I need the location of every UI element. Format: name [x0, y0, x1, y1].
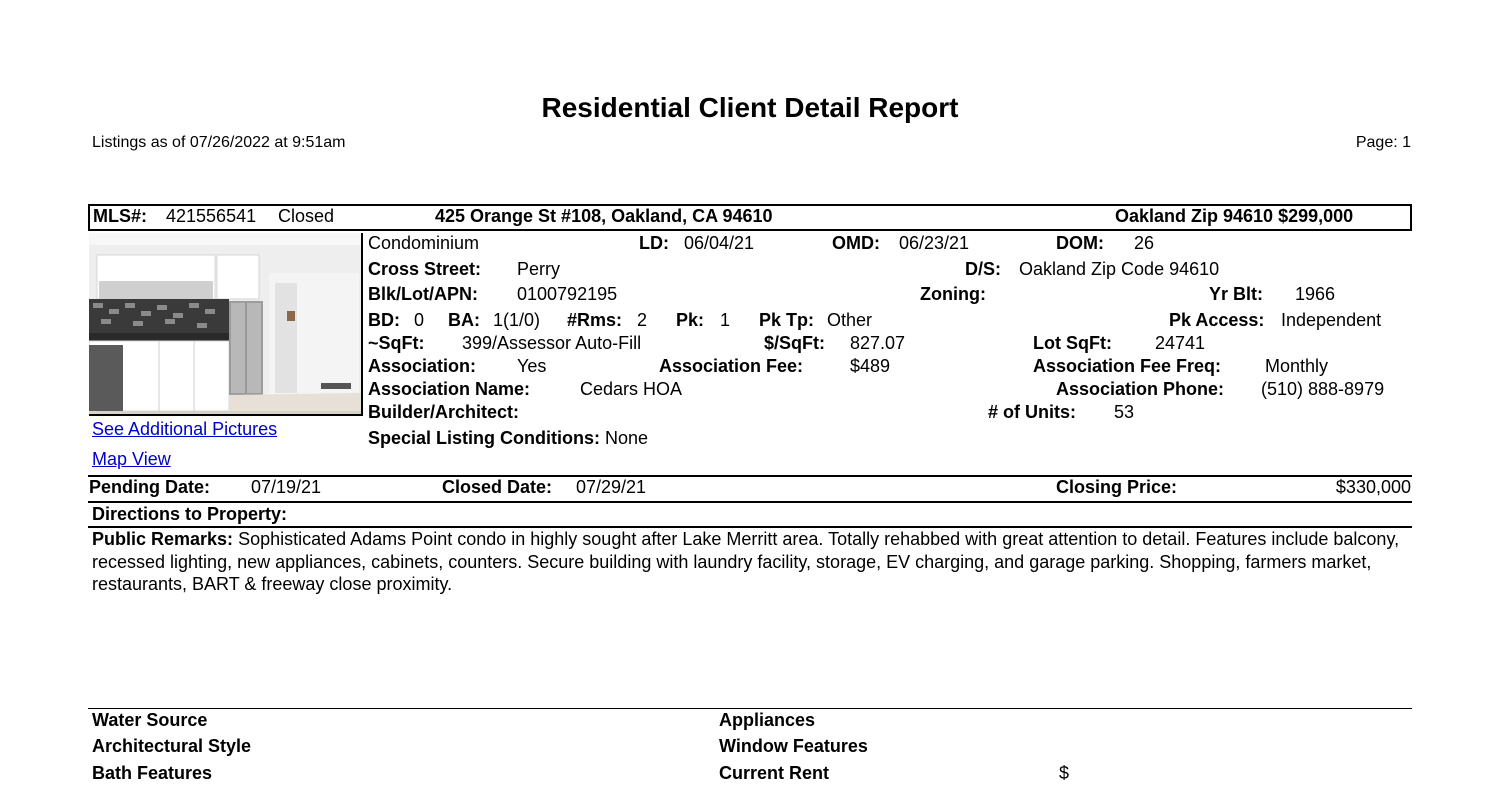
- pending-label: Pending Date:: [89, 477, 211, 497]
- pending-value: 07/19/21: [251, 477, 322, 497]
- omd-label: OMD:: [832, 233, 880, 253]
- directions-label: Directions to Property:: [92, 504, 288, 524]
- remarks-text: Sophisticated Adams Point condo in highly sought after Lake Merritt area. Totally rehabbed with great attention to detail. Features include balcony, recessed lighting, new appliances, cabinets, counters. Secure building with laundry facility, storage, EV charging, and garage parking. Shopping, farmers market, restaurants, BART & freeway close proximity.: [92, 529, 1400, 594]
- pk-access-label: Pk Access:: [1169, 310, 1265, 330]
- closing-price-label: Closing Price:: [1056, 477, 1178, 497]
- closing-price-value: $330,000: [1335, 477, 1411, 497]
- units-label: # of Units:: [988, 402, 1076, 422]
- pk-label: Pk:: [676, 310, 705, 330]
- appliances-label: Appliances: [719, 710, 816, 730]
- assoc-fee-freq-label: Association Fee Freq:: [1033, 356, 1222, 376]
- water-source-label: Water Source: [92, 710, 208, 730]
- current-rent-value: $: [1059, 763, 1070, 783]
- listing-photo[interactable]: [89, 233, 363, 416]
- mls-label: MLS#:: [93, 206, 147, 226]
- window-features-label: Window Features: [719, 736, 868, 756]
- report-title: Residential Client Detail Report: [541, 92, 959, 123]
- architectural-style-label: Architectural Style: [92, 736, 252, 756]
- sqft-value: 399/Assessor Auto-Fill: [462, 333, 642, 353]
- omd-value: 06/23/21: [899, 233, 970, 253]
- closed-label: Closed Date:: [442, 477, 553, 497]
- pk-tp-label: Pk Tp:: [759, 310, 815, 330]
- ds-value: Oakland Zip Code 94610: [1019, 259, 1220, 279]
- special-value: None: [605, 428, 649, 448]
- public-remarks: [92, 528, 1408, 596]
- ld-value: 06/04/21: [684, 233, 755, 253]
- divider: [88, 708, 1412, 709]
- closed-value: 07/29/21: [576, 477, 647, 497]
- rms-label: #Rms:: [567, 310, 623, 330]
- cross-street-label: Cross Street:: [368, 259, 482, 279]
- association-value: Yes: [517, 356, 547, 376]
- assoc-name-label: Association Name:: [368, 379, 531, 399]
- sqft-label: ~SqFt:: [368, 333, 425, 353]
- page-number: Page: 1: [1355, 134, 1411, 151]
- special-label: Special Listing Conditions:: [368, 428, 601, 448]
- dom-label: DOM:: [1056, 233, 1104, 253]
- mls-number: 421556541: [166, 206, 257, 226]
- bd-label: BD:: [368, 310, 400, 330]
- lot-sqft-label: Lot SqFt:: [1033, 333, 1112, 353]
- dom-value: 26: [1134, 233, 1155, 253]
- assoc-fee-label: Association Fee:: [659, 356, 804, 376]
- see-additional-pictures-link[interactable]: See Additional Pictures: [92, 419, 278, 439]
- ba-value: 1(1/0): [493, 310, 541, 330]
- ba-label: BA:: [448, 310, 480, 330]
- yr-blt-label: Yr Blt:: [1209, 284, 1263, 304]
- bath-features-label: Bath Features: [92, 763, 213, 783]
- kitchen-photo-icon: [89, 233, 363, 416]
- bd-value: 0: [414, 310, 425, 330]
- units-value: 53: [1114, 402, 1135, 422]
- price-sqft-value: 827.07: [850, 333, 906, 353]
- special-conditions: [368, 428, 648, 449]
- rms-value: 2: [637, 310, 648, 330]
- ld-label: LD:: [639, 233, 669, 253]
- yr-blt-value: 1966: [1295, 284, 1336, 304]
- zoning-label: Zoning:: [920, 284, 986, 304]
- apn-label: Blk/Lot/APN:: [368, 284, 478, 304]
- lot-sqft-value: 24741: [1155, 333, 1206, 353]
- builder-label: Builder/Architect:: [368, 402, 520, 422]
- price-sqft-label: $/SqFt:: [764, 333, 825, 353]
- remarks-label: Public Remarks:: [92, 529, 234, 549]
- current-rent-label: Current Rent: [719, 763, 830, 783]
- assoc-fee-value: $489: [850, 356, 891, 376]
- association-label: Association:: [368, 356, 477, 376]
- map-view-link[interactable]: Map View: [92, 449, 171, 469]
- assoc-name-value: Cedars HOA: [580, 379, 683, 399]
- ds-label: D/S:: [965, 259, 1001, 279]
- cross-street-value: Perry: [517, 259, 561, 279]
- assoc-phone-label: Association Phone:: [1056, 379, 1225, 399]
- listing-address: 425 Orange St #108, Oakland, CA 94610: [435, 206, 773, 226]
- status-badge: Closed: [278, 206, 335, 226]
- assoc-fee-freq-value: Monthly: [1265, 356, 1329, 376]
- pk-tp-value: Other: [827, 310, 873, 330]
- pk-value: 1: [720, 310, 731, 330]
- area-price: Oakland Zip 94610 $299,000: [1115, 206, 1354, 226]
- pk-access-value: Independent: [1281, 310, 1382, 330]
- apn-value: 0100792195: [517, 284, 618, 304]
- property-type: Condominium: [368, 233, 480, 253]
- assoc-phone-value: (510) 888-8979: [1261, 379, 1385, 399]
- divider: [88, 501, 1412, 503]
- listings-as-of: Listings as of 07/26/2022 at 9:51am: [92, 134, 346, 151]
